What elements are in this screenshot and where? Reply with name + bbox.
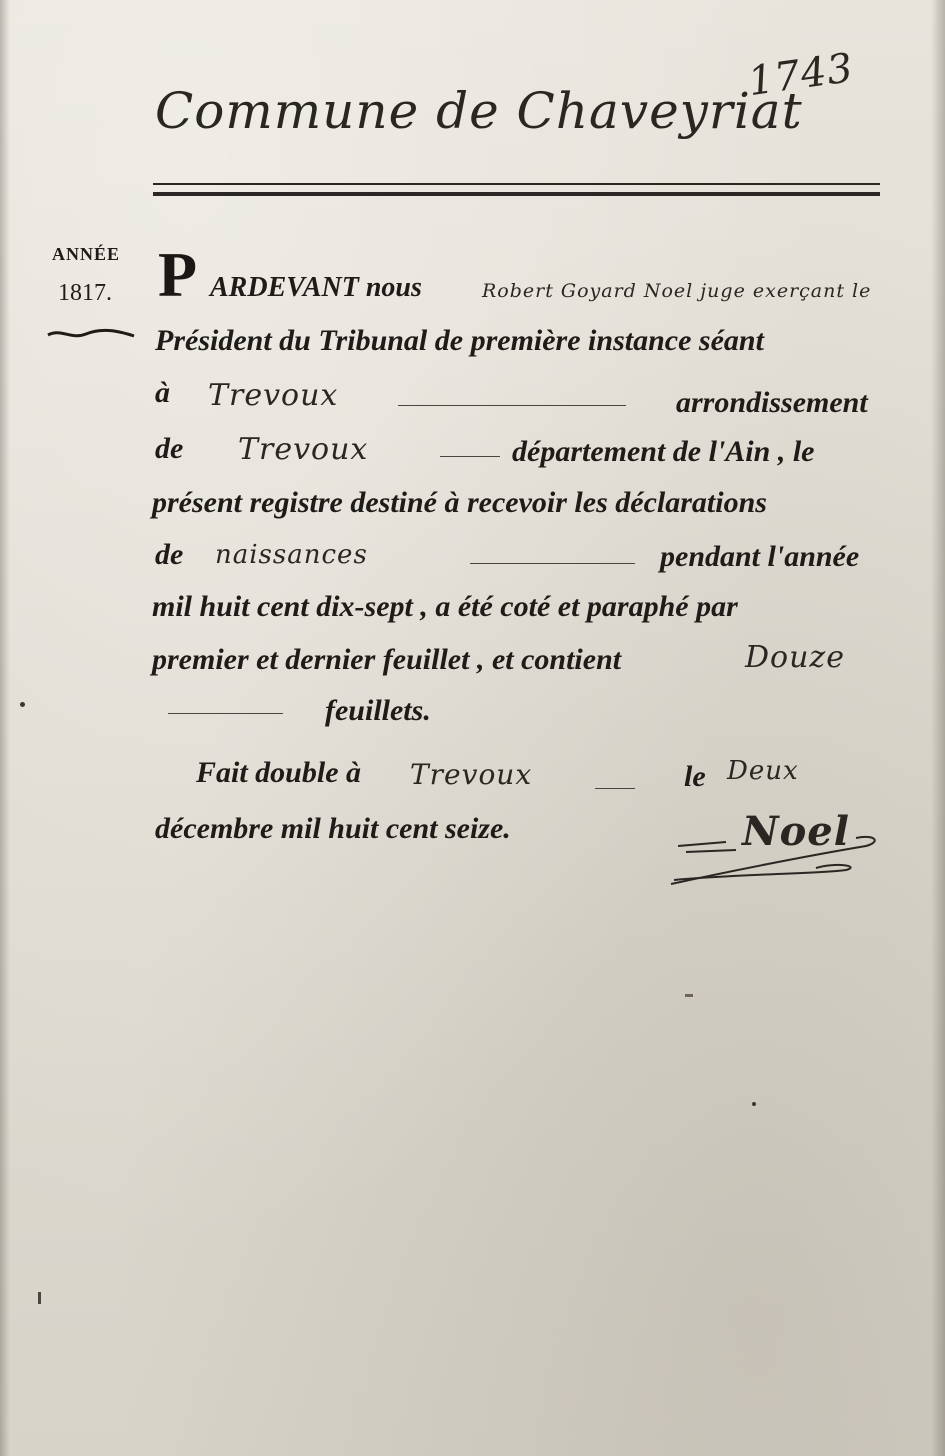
line11-printed: décembre mil huit cent seize.: [155, 812, 511, 845]
line8-handwritten: Douze: [745, 640, 845, 675]
ink-speck: [752, 1102, 756, 1106]
line3-fill-rule: [398, 405, 626, 406]
line7-printed: mil huit cent dix-sept , a été coté et paraphé par: [152, 590, 738, 623]
line8-printed: premier et dernier feuillet , et contient: [152, 643, 622, 676]
line3-printed-b: arrondissement: [676, 386, 868, 419]
line3-handwritten: Trevoux: [208, 378, 339, 413]
line1-printed: ARDEVANT nous: [210, 272, 422, 303]
ink-speck: [20, 702, 25, 707]
folio-note: 1743: [745, 44, 857, 106]
line6-handwritten: naissances: [215, 540, 368, 570]
line5-printed: présent registre destiné à recevoir les déclarations: [152, 486, 767, 519]
line9-printed: feuillets.: [325, 694, 431, 727]
line10-printed-a: Fait double à: [196, 756, 362, 789]
line4-fill-rule: [440, 456, 500, 457]
ink-speck: [38, 1292, 41, 1304]
year-value: 1817.: [58, 280, 112, 306]
signature-flourish: [666, 822, 886, 892]
header-rule-bottom: [153, 192, 880, 196]
line6-printed-b: pendant l'année: [660, 540, 860, 573]
line4-handwritten: Trevoux: [238, 432, 369, 467]
ink-speck: [685, 994, 693, 997]
signature: Noel: [742, 808, 850, 855]
page-edge-left: [0, 0, 10, 1456]
line10-fill-rule: [595, 788, 635, 789]
line6-printed-a: de: [155, 538, 184, 571]
header-rule-top: [153, 183, 880, 185]
year-label: ANNÉE: [52, 244, 121, 264]
line9-fill-rule: [168, 713, 283, 714]
line10-handwritten-a: Trevoux: [410, 758, 533, 791]
line1-handwritten: Robert Goyard Noel juge exerçant le: [482, 280, 872, 302]
line4-printed-a: de: [155, 432, 184, 465]
line3-printed-a: à: [155, 376, 170, 409]
line4-printed-b: département de l'Ain , le: [512, 435, 815, 468]
margin-flourish: [46, 326, 136, 344]
line2-printed: Président du Tribunal de première instance séant: [155, 324, 764, 357]
line10-printed-b: le: [684, 760, 706, 793]
commune-title: Commune de Chaveyriat: [155, 82, 803, 140]
line10-handwritten-b: Deux: [727, 756, 799, 786]
page-edge-right: [931, 0, 945, 1456]
drop-cap: P: [158, 239, 198, 310]
line6-fill-rule: [470, 563, 635, 564]
